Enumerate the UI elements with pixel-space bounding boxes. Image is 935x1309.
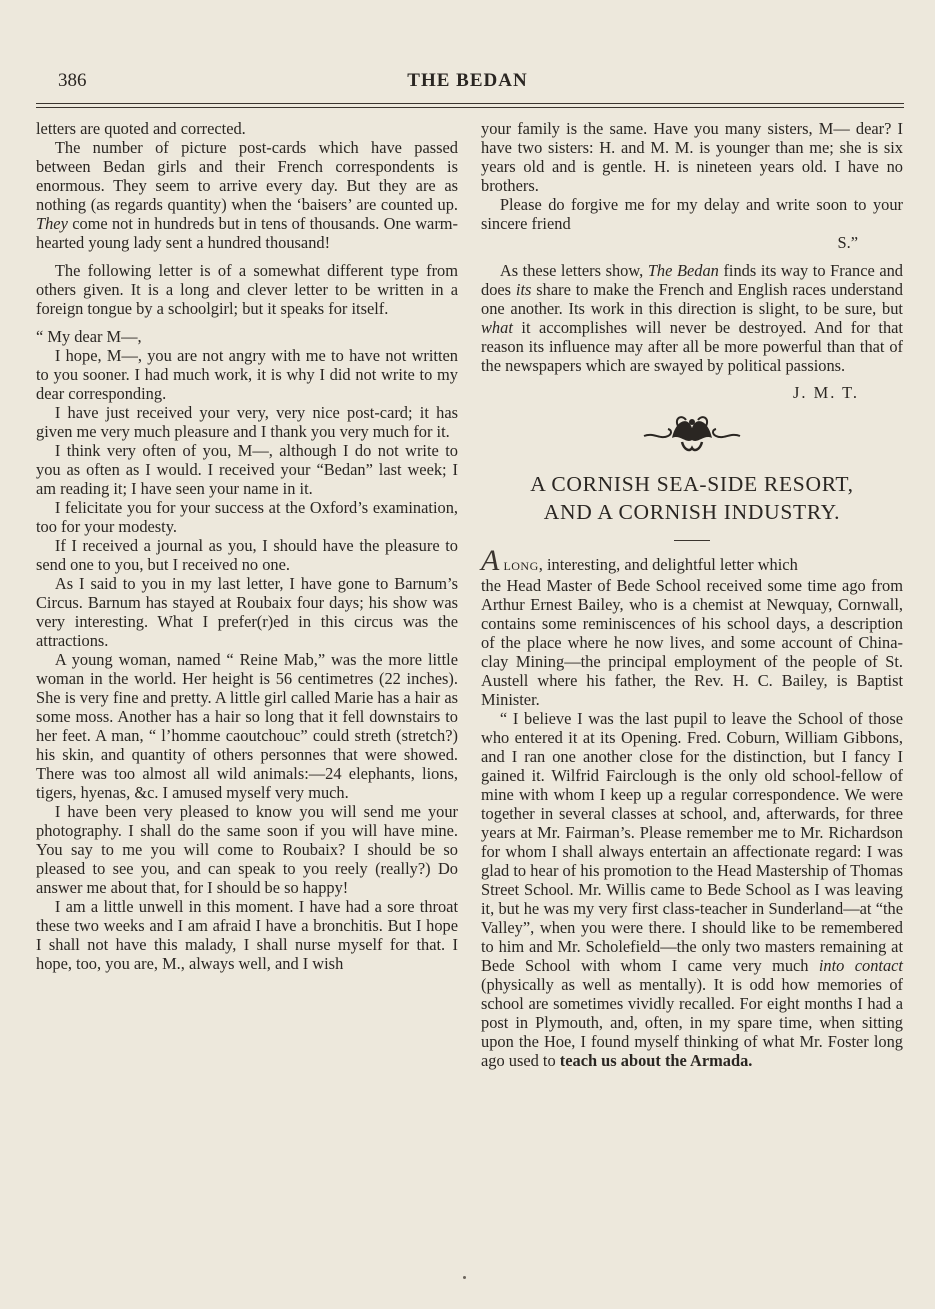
header-rule-top [36, 103, 904, 104]
page-header [0, 70, 935, 98]
paragraph [36, 138, 458, 252]
letter-paragraph: I hope, M—, you are not angry with me to have not written to you sooner. I had much work, it is why I did not write to my dear corresponding. [36, 346, 458, 403]
paragraph: letters are quoted and corrected. [36, 119, 246, 138]
text-run: As these letters show, [499, 261, 644, 280]
article-title [481, 470, 903, 526]
page-number: 386 [58, 70, 87, 91]
letter-paragraph: Please do forgive me for my delay and write soon to your sincere friend [481, 195, 903, 233]
article-title-line: AND A CORNISH INDUSTRY. [543, 500, 841, 524]
letter-paragraph: I am a little unwell in this moment. I have had a sore throat these two weeks and I am afraid I have a bronchitis. But I hope I shall not have this malady, I shall nurse myself for that. I hope, too, you are, M., always well, and I wish [36, 897, 458, 973]
letter-salutation: “ My dear M—, [36, 327, 142, 346]
right-column [481, 119, 903, 1070]
small-caps-text: LONG [503, 559, 539, 573]
paragraph [481, 544, 903, 577]
text-run: The number of picture post-cards which have passed between Bedan girls and their French correspondents is enormous. They seem to arrive every day. But they are as nothing (as regards quantity) when the ‘baisers’ are counted up. [36, 138, 458, 214]
floral-ornament-icon [642, 410, 742, 456]
letter-paragraph: I have been very pleased to know you will send me your photography. I shall do the same soon if you will have mine. You say to me you will come to Roubaix? I should be so pleased to see you, and can speak to you reely (really?) Do answer me about that, for I should be so happy! [36, 802, 458, 897]
text-run: it accomplishes will never be destroyed. And for that reason its influence may after all be more powerful than that of the newspapers which are swayed by political passions. [481, 318, 903, 375]
bold-text: teach us about the Armada. [559, 1051, 753, 1070]
article-title-line: A CORNISH SEA-SIDE RESORT, [530, 472, 854, 496]
italic-text: The Bedan [647, 261, 719, 280]
text-run: (physically as well as mentally). It is odd how memories of school are sometimes vividly recalled. For eight months I had a post in Plymouth, and, often, in my spare time, when sitting upon the Hoe, I found myself thinking of what Mr. Foster long ago used to [481, 975, 903, 1070]
text-run: , interesting, and delightful letter which [538, 555, 798, 574]
italic-text: its [515, 280, 532, 299]
letter-paragraph: I felicitate you for your success at the Oxford’s examination, too for your modesty. [36, 498, 458, 536]
header-rule-bottom [36, 107, 904, 108]
paragraph: The following letter is of a somewhat different type from others given. It is a long and clever letter to be written in a foreign tongue by a schoolgirl; but it speaks for itself. [36, 261, 458, 318]
letter-paragraph: A young woman, named “ Reine Mab,” was the more little woman in the world. Her height is 56 centimetres (22 inches). She is very fine and pretty. A little girl called Marie has a hair as some moss. Another has a hair so long that it fell downstairs to her feet. A man, “ l’homme caoutchouc” could streth (stretch?) his skin, and quantity of others personnes that were showed. There was too almost all wild animals:—24 elephants, lions, tigers, hyenas, &c. I amused myself very much. [36, 650, 458, 802]
letter-signature: S.” [837, 233, 858, 252]
italic-text: into contact [818, 956, 903, 975]
author-initials: J. M. T. [793, 383, 859, 402]
text-run: finds its way to France and does [481, 261, 903, 299]
paragraph [481, 709, 903, 1070]
letter-paragraph: your family is the same. Have you many sisters, M— dear? I have two sisters: H. and M. M. is younger than me; she is six years old and is gentle. H. is nineteen years old. I have no brothers. [481, 119, 903, 195]
left-column [36, 119, 458, 973]
page-mark [463, 1276, 466, 1279]
text-run: share to make the French and English races understand one another. Its work in this direction is slight, to be sure, but [481, 280, 903, 318]
letter-paragraph: As I said to you in my last letter, I have gone to Barnum’s Circus. Barnum has stayed at Roubaix four days; his show was very interesting. What I prefer(r)ed in this circus was the attractions. [36, 574, 458, 650]
italic-text: what [481, 318, 513, 337]
letter-paragraph: I think very often of you, M—, although I do not write to you as often as I would. I received your “Bedan” last week; I am reading it; I have seen your name in it. [36, 441, 458, 498]
title-divider [674, 540, 710, 541]
letter-paragraph: I have just received your very, very nice post-card; it has given me very much pleasure and I thank you very much for it. [36, 403, 458, 441]
paragraph-continuation: the Head Master of Bede School received some time ago from Arthur Ernest Bailey, who is a chemist at Newquay, Cornwall, contains some reminiscences of his school days, a description of the place where he now lives, and some account of China-clay Mining—the principal employment of the people of St. Austell where his father, the Rev. H. C. Bailey, is Baptist Minister. [481, 576, 903, 709]
running-title: THE BEDAN [407, 70, 528, 91]
text-run: “ I believe I was the last pupil to leave the School of those who entered it at its Opening. Fred. Coburn, William Gibbons, and I ran one another close for the distinction, but I fancy I gained it. Wilfrid Fairclough is the only old school-fellow of mine with whom I keep up a regular correspondence. We were together in several classes at school, and, afterwards, for three years at Mr. Fairman’s. Please remember me to Mr. Richardson for whom I shall always entertain an affectionate regard: I was glad to hear of his promotion to the Head Mastership of Thomas Street School. Mr. Willis came to Bede School as I was leaving it, but he was my very first class-teacher in Sunderland—at “the Valley”, when you were there. I should like to be remembered to him and Mr. Scholefield—the only two masters remaining at Bede School with whom I came very much [481, 709, 903, 975]
paragraph [481, 261, 903, 375]
drop-cap: A [481, 544, 500, 577]
letter-paragraph: If I received a journal as you, I should have the pleasure to send one to you, but I received no one. [36, 536, 458, 574]
text-run: come not in hundreds but in tens of thousands. One warm-hearted young lady sent a hundred thousand! [36, 214, 458, 252]
italic-text: They [36, 214, 68, 233]
